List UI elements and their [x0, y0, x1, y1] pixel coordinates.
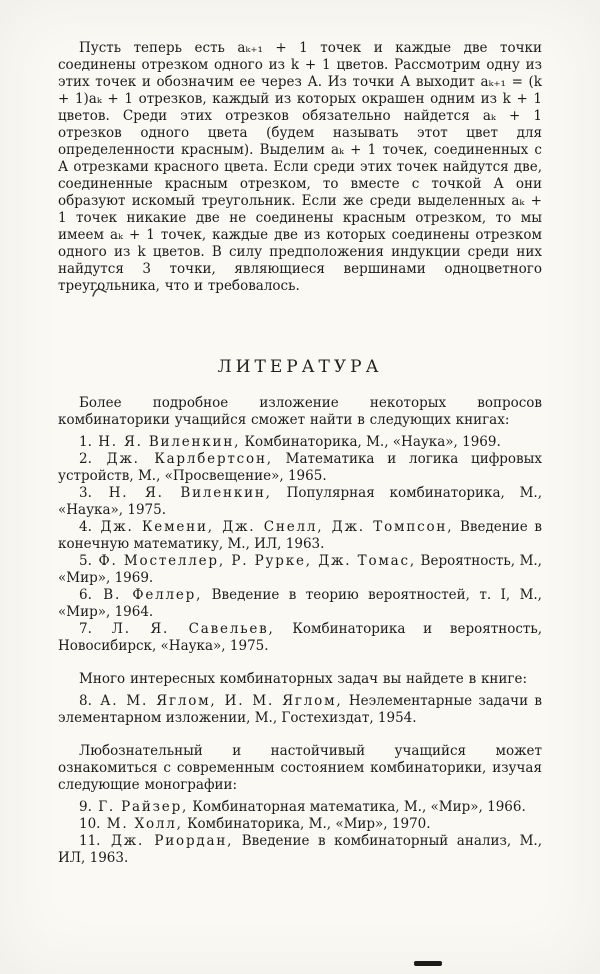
ref-number: 6. [79, 587, 92, 603]
ref-title: Введение в теорию вероятностей, т. I, М., «Мир», 1964. [58, 587, 542, 620]
reference-item-1 [58, 434, 542, 451]
ref-title: Неэлементарные задачи в элементарном изложении, М., Гостехиздат, 1954. [58, 693, 542, 726]
ref-title: Введение в комбинаторный анализ, М., ИЛ, 1963. [58, 833, 542, 866]
ref-number: 4. [79, 519, 92, 535]
reference-item-11 [58, 833, 542, 867]
reference-item-5 [58, 553, 542, 587]
ref-number: 3. [79, 485, 92, 501]
ref-authors: Дж. Кемени, Дж. Снелл, Дж. Томпсон, [100, 519, 454, 535]
proof-paragraph: Пусть теперь есть aₖ₊₁ + 1 точек и каждые две точки соединены отрезком одного из k + 1 цветов. Рассмотрим одну из этих точек и обозначим ее через А. Из точки А выходит aₖ₊₁ = (k + 1)aₖ + 1 отрезков, каждый из которых окрашен одним из k + 1 цветов. Среди этих отрезков обязательно найдется aₖ + 1 отрезков одного цвета (будем называть этот цвет для определенности красным). Выделим aₖ + 1 точек, соединенных с А отрезками красного цвета. Если среди этих точек найдутся две, соединенные красным отрезком, то вместе с точкой А они образуют искомый треугольник. Если же среди выделенных aₖ + 1 точек никакие две не соединены красным отрезком, то мы имеем aₖ + 1 точек, каждые две из которых соединены отрезком одного из k цветов. В силу предположения индукции среди них найдутся 3 точки, являющиеся вершинами одноцветного треугольника, что и требовалось. [58, 40, 542, 294]
scan-artifact-mark [414, 961, 442, 966]
ref-authors: Л. Я. Савельев, [111, 621, 275, 637]
intro-monographs-paragraph: Любознательный и настойчивый учащийся может ознакомиться с современным состоянием комбинаторики, изучая следующие монографии: [58, 743, 542, 793]
ref-number: 10. [79, 816, 101, 832]
intro-books-paragraph: Более подробное изложение некоторых вопросов комбинаторики учащийся сможет найти в следующих книгах: [58, 395, 542, 428]
reference-item-10 [58, 816, 542, 833]
ref-authors: А. М. Яглом, И. М. Яглом, [100, 693, 343, 709]
reference-item-4 [58, 519, 542, 553]
ref-number: 11. [79, 833, 101, 849]
ref-authors: Н. Я. Виленкин, [108, 485, 272, 501]
reference-item-9 [58, 799, 542, 816]
ref-title: Комбинаторика, М., «Мир», 1970. [187, 816, 431, 832]
ref-title: Комбинаторика и вероятность, Новосибирск, «Наука», 1975. [58, 621, 542, 654]
reference-item-7 [58, 621, 542, 655]
ref-number: 9. [79, 799, 92, 815]
reference-item-2 [58, 451, 542, 485]
ref-title: Введение в конечную математику, М., ИЛ, 1963. [58, 519, 542, 552]
ref-number: 8. [79, 693, 92, 709]
ref-title: Популярная комбинаторика, М., «Наука», 1975. [58, 485, 542, 518]
ref-number: 2. [79, 451, 92, 467]
ref-title: Математика и логика цифровых устройств, М., «Просвещение», 1965. [58, 451, 543, 484]
ref-title: Комбинаторика, М., «Наука», 1969. [244, 434, 501, 450]
ref-authors: Н. Я. Виленкин, [98, 434, 241, 450]
ref-title: Вероятность, М., «Мир», 1969. [58, 553, 542, 586]
ref-authors: В. Феллер, [103, 587, 203, 603]
section-title: ЛИТЕРАТУРА [217, 357, 383, 377]
intro-tasks-paragraph: Много интересных комбинаторных задач вы найдете в книге: [79, 671, 528, 687]
ref-number: 5. [79, 553, 92, 569]
ref-authors: Г. Райзер, [98, 799, 189, 815]
reference-item-8 [58, 693, 542, 727]
reference-item-3 [58, 485, 542, 519]
ref-number: 7. [79, 621, 92, 637]
ref-authors: М. Холл, [106, 816, 183, 832]
ref-title: Комбинаторная математика, М., «Мир», 1966. [192, 799, 526, 815]
pen-mark-icon [90, 283, 110, 299]
ref-authors: Дж. Карлбертсон, [106, 451, 273, 467]
ref-number: 1. [79, 434, 92, 450]
ref-authors: Дж. Риордан, [110, 833, 234, 849]
reference-item-6 [58, 587, 542, 621]
ref-authors: Ф. Мостеллер, Р. Рурке, Дж. Томас, [98, 553, 416, 569]
